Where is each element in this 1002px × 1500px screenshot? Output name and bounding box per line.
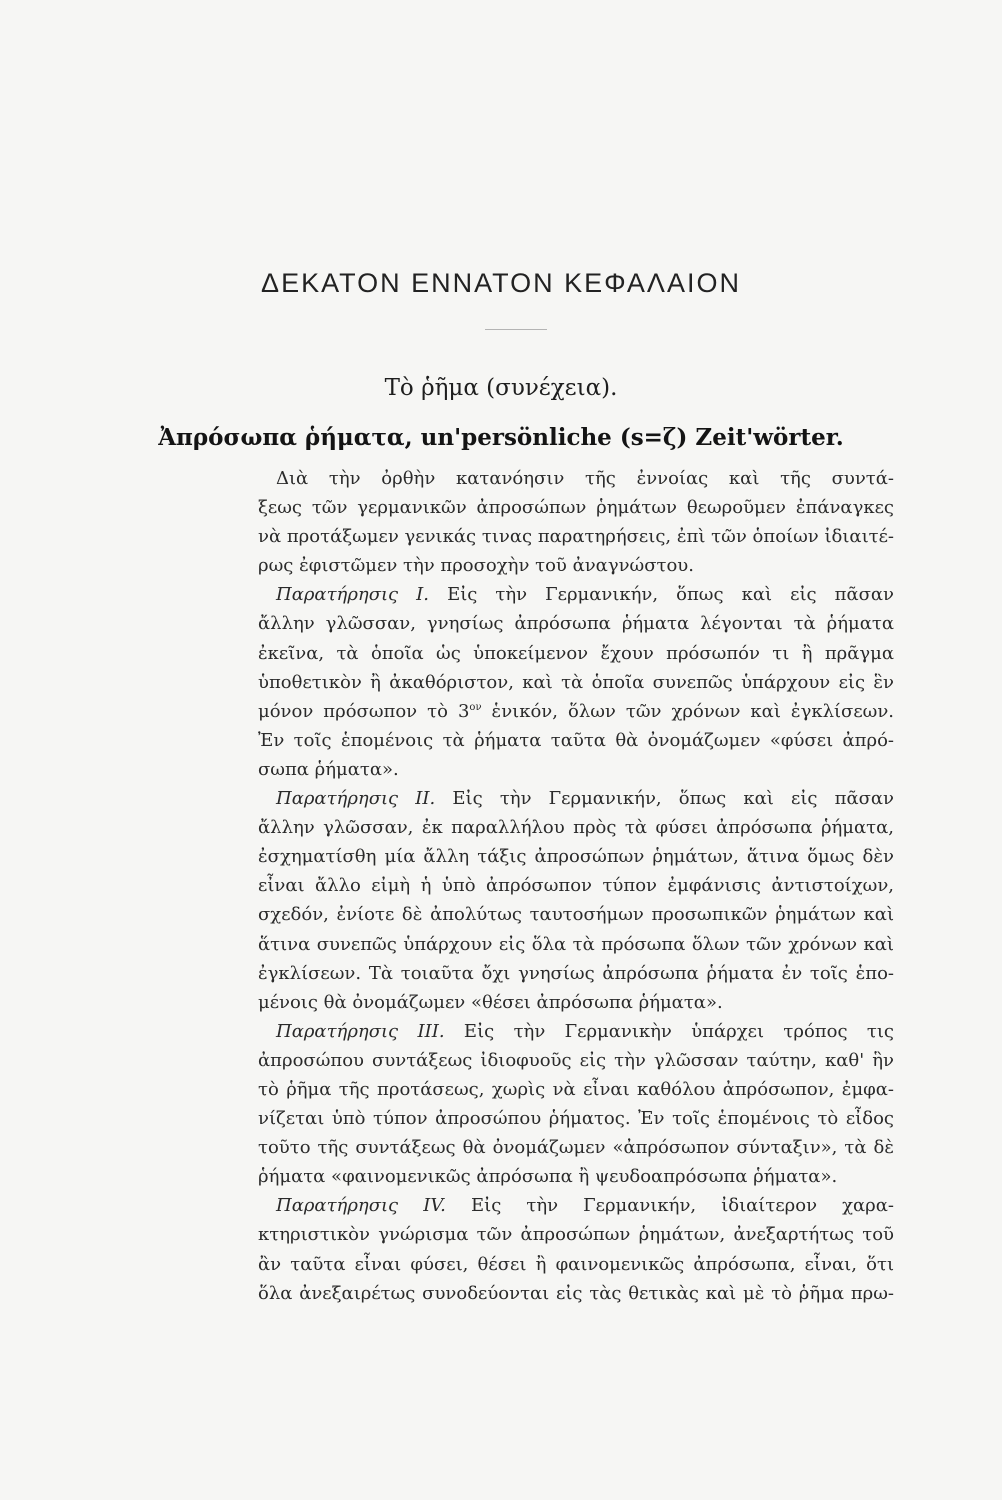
remark-4-line: κτηριστικὸν γνώρισμα τῶν ἀπροσώπων ῥημάτων, ἀνεξαρτήτως τοῦ [258,1224,894,1246]
remark-3-first-line [258,1017,894,1046]
remark-2-first-line [258,784,894,813]
remark-1-text: μόνον πρόσωπον τὸ 3 [258,700,470,722]
chapter-title: ΔΕΚΑΤΟΝ ΕΝΝΑΤΟΝ ΚΕΦΑΛΑΙΟΝ [261,268,741,298]
remark-3-line: ῥήματα «φαινομενικῶς ἀπρόσωπα ἢ ψευδοαπρόσωπα ῥήματα». [258,1166,838,1188]
remark-1-line: ἐκεῖνα, τὰ ὁποῖα ὡς ὑποκείμενον ἔχουν πρόσωπόν τι ἢ πρᾶγμα [258,642,894,664]
title-divider [485,329,547,330]
intro-line: Διὰ τὴν ὀρθὴν κατανόησιν τῆς ἐννοίας καὶ τῆς συντά- [276,468,894,489]
remark-2-line: ἐσχηματίσθη μία ἄλλη τάξις ἀπροσώπων ῥημάτων, ἅτινα ὅμως δὲν [258,846,894,868]
ordinal-superscript: ον [469,701,482,713]
remark-1-line: Ἐν τοῖς ἑπομένοις τὰ ῥήματα ταῦτα θὰ ὀνομάζωμεν «φύσει ἀπρό- [258,729,894,751]
remark-1-line: σωπα ῥήματα». [258,758,399,780]
remark-1-text: ἑνικόν, ὅλων τῶν χρόνων καὶ ἐγκλίσεων. [481,700,894,722]
remark-2-line: ἅτινα συνεπῶς ὑπάρχουν εἰς ὅλα τὰ πρόσωπα ὅλων τῶν χρόνων καὶ [258,933,894,955]
remark-4-label: Παρατήρησις IV. [276,1195,446,1217]
remark-4-line: ὅλα ἀνεξαιρέτως συνοδεύονται εἰς τὰς θετικὰς καὶ μὲ τὸ ῥῆμα πρω- [258,1282,894,1304]
remark-1-first-line [258,580,894,609]
intro-line: ξεως τῶν γερμανικῶν ἀπροσώπων ῥημάτων θεωροῦμεν ἐπάναγκες [258,497,894,519]
intro-line: νὰ προτάξωμεν γενικάς τινας παρατηρήσεις, ἐπὶ τῶν ὁποίων ἰδιαιτέ- [258,526,894,548]
remark-3-line: τοῦτο τῆς συντάξεως θὰ ὀνομάζωμεν «ἀπρόσωπον σύνταξιν», τὰ δὲ [258,1137,894,1159]
remark-4-first-line [258,1191,894,1220]
remark-1-text: Εἰς τὴν Γερμανικήν, ὅπως καὶ εἰς πᾶσαν [429,584,894,606]
remark-2-line: εἶναι ἄλλο εἰμὴ ἡ ὑπὸ ἀπρόσωπον τύπον ἐμφάνισις ἀντιστοίχων, [258,875,894,897]
remark-2-line: ἐγκλίσεων. Τὰ τοιαῦτα ὄχι γνησίως ἀπρόσωπα ῥήματα ἐν τοῖς ἑπο- [258,962,894,984]
remark-1-line: ἄλλην γλῶσσαν, γνησίως ἀπρόσωπα ῥήματα λέγονται τὰ ῥήματα [258,613,894,635]
remark-2-text: Εἰς τὴν Γερμανικήν, ὅπως καὶ εἰς πᾶσαν [435,788,894,810]
remark-2-line: σχεδόν, ἐνίοτε δὲ ἀπολύτως ταυτοσήμων προσωπικῶν ῥημάτων καὶ [258,904,894,926]
remark-3-line: ἀπροσώπου συντάξεως ἰδιοφυοῦς εἰς τὴν γλῶσσαν ταύτην, καθ' ἣν [258,1049,894,1071]
body-text [258,464,894,1308]
remark-2-line: ἄλλην γλῶσσαν, ἐκ παραλλήλου πρὸς τὰ φύσει ἀπρόσωπα ῥήματα, [258,817,894,839]
remark-1-label: Παρατήρησις Ι. [276,584,430,606]
remark-3-line: νίζεται ὑπὸ τύπον ἀπροσώπου ῥήματος. Ἐν τοῖς ἑπομένοις τὸ εἶδος [258,1108,894,1130]
section-subtitle: Τὸ ῥῆμα (συνέχεια). [384,375,618,401]
intro-line: ρως ἐφιστῶμεν τὴν προσοχὴν τοῦ ἀναγνώστου. [258,555,694,577]
remark-1-line: ὑποθετικὸν ἢ ἀκαθόριστον, καὶ τὰ ὁποῖα συνεπῶς ὑπάρχουν εἰς ἓν [258,671,894,693]
remark-4-text: Εἰς τὴν Γερμανικήν, ἰδιαίτερον χαρα- [445,1195,894,1217]
remark-2-line: μένοις θὰ ὀνομάζωμεν «θέσει ἀπρόσωπα ῥήματα». [258,991,723,1013]
remark-3-line: τὸ ῥῆμα τῆς προτάσεως, χωρὶς νὰ εἶναι καθόλου ἀπρόσωπον, ἐμφα- [258,1078,894,1100]
remark-4-line: ἂν ταῦτα εἶναι φύσει, θέσει ἢ φαινομενικῶς ἀπρόσωπα, εἶναι, ὅτι [258,1253,894,1275]
remark-1-line [258,697,894,726]
remark-2-label: Παρατήρησις ΙΙ. [276,788,436,810]
remark-3-label: Παρατήρησις ΙΙΙ. [276,1020,445,1042]
remark-3-text: Εἰς τὴν Γερμανικὴν ὑπάρχει τρόπος τις [444,1020,894,1042]
section-heading: Ἀπρόσωπα ῥήματα, un'persönliche (s=ζ) Zeit'wörter. [158,424,844,451]
